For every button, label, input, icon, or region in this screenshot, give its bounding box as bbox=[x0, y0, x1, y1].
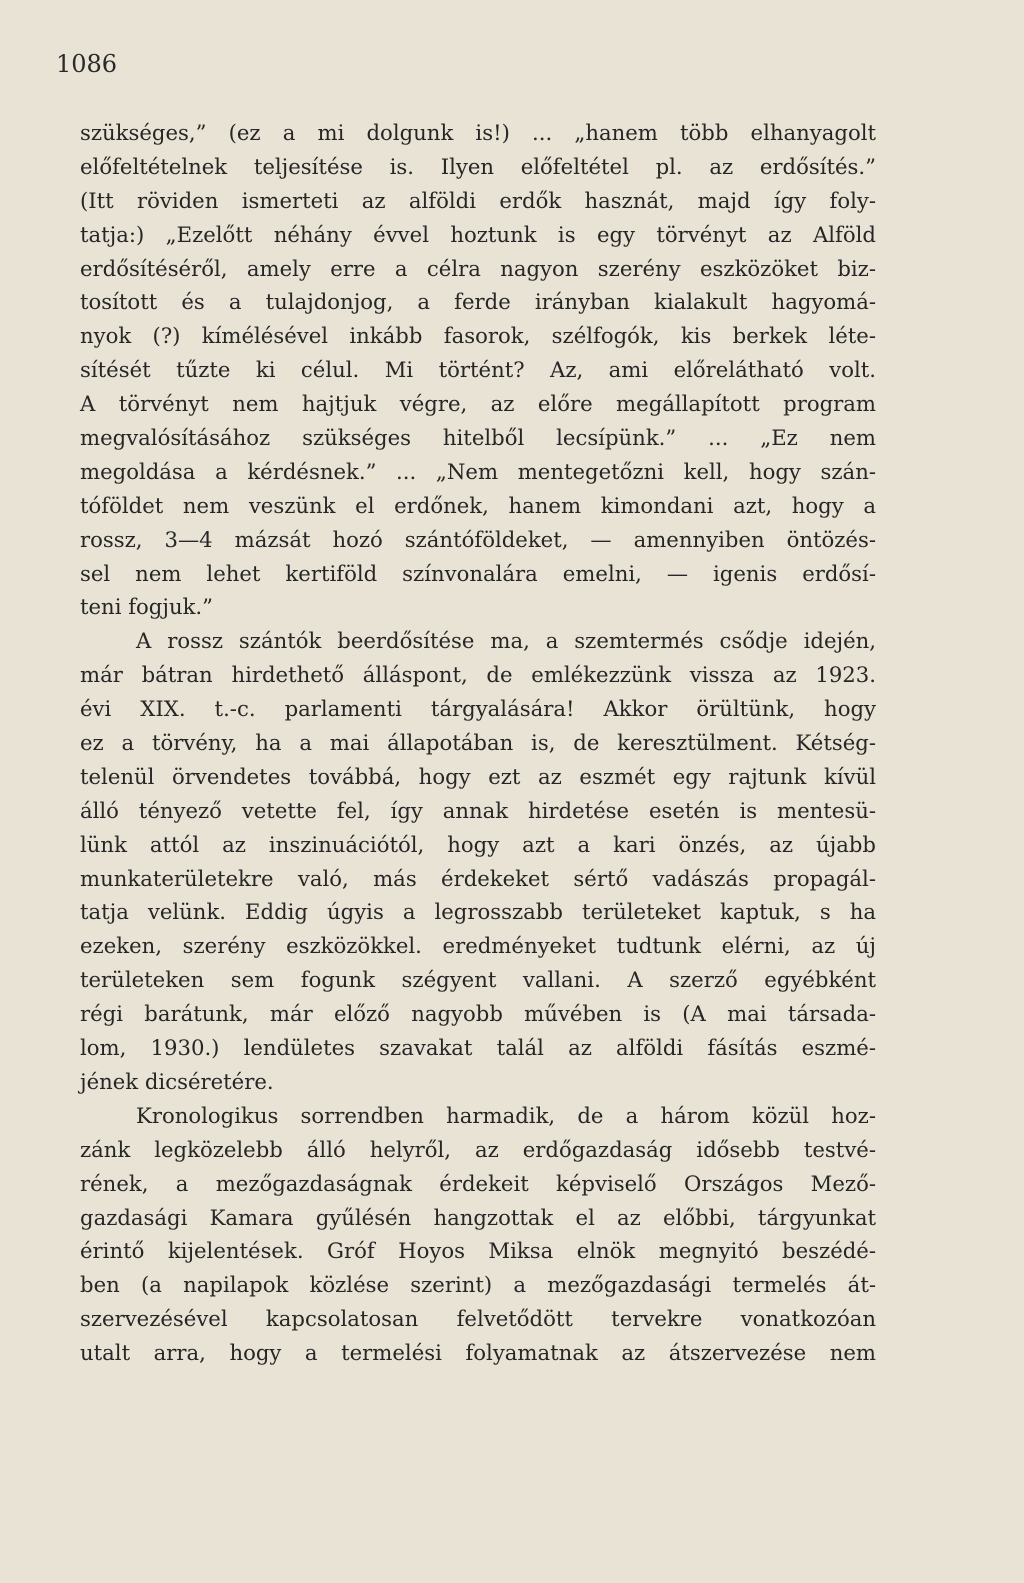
text-line: ben (a napilapok közlése szerint) a mezőgazdasági termelés át- bbox=[80, 1272, 876, 1298]
text-line: rének, a mezőgazdaságnak érdekeit képviselő Országos Mező- bbox=[80, 1170, 876, 1196]
text-line: erdősítéséről, amely erre a célra nagyon szerény eszközöket biz- bbox=[80, 255, 876, 281]
text-line: területeken sem fogunk szégyent vallani. A szerző egyébként bbox=[80, 967, 876, 993]
text-line: zánk legközelebb álló helyről, az erdőgazdaság idősebb testvé- bbox=[80, 1136, 876, 1162]
text-line: tatja velünk. Eddig úgyis a legrosszabb területeket kaptuk, s ha bbox=[80, 899, 876, 925]
text-line: jének dicséretére. bbox=[80, 1068, 274, 1094]
text-line: tóföldet nem veszünk el erdőnek, hanem kimondani azt, hogy a bbox=[80, 492, 876, 518]
text-line: tosított és a tulajdonjog, a ferde irányban kialakult hagyomá- bbox=[80, 289, 876, 315]
text-line: szervezésével kapcsolatosan felvetődött tervekre vonatkozóan bbox=[80, 1306, 876, 1332]
text-line: A rossz szántók beerdősítése ma, a szemtermés csődje idején, bbox=[136, 628, 876, 654]
text-line: telenül örvendetes továbbá, hogy ezt az eszmét egy rajtunk kívül bbox=[80, 763, 876, 789]
text-line: sel nem lehet kertiföld színvonalára emelni, — igenis erdősí- bbox=[80, 560, 876, 586]
text-line: rossz, 3—4 mázsát hozó szántóföldeket, — amennyiben öntözés- bbox=[80, 526, 876, 552]
text-line: munkaterületekre való, más érdekeket sértő vadászás propagál- bbox=[80, 865, 876, 891]
text-line: megoldása a kérdésnek.” ... „Nem mentegetőzni kell, hogy szán- bbox=[80, 458, 876, 484]
text-line: szükséges,” (ez a mi dolgunk is!) ... „hanem több elhanyagolt bbox=[80, 120, 876, 145]
text-line: A törvényt nem hajtjuk végre, az előre megállapított program bbox=[80, 391, 876, 417]
text-line: lünk attól az inszinuációtól, hogy azt a kari önzés, az újabb bbox=[80, 831, 876, 857]
text-line: Kronologikus sorrendben harmadik, de a három közül hoz- bbox=[136, 1102, 876, 1128]
body-text bbox=[80, 116, 876, 1370]
text-line: (Itt röviden ismerteti az alföldi erdők hasznát, majd így foly- bbox=[80, 187, 876, 213]
text-line: érintő kijelentések. Gróf Hoyos Miksa elnök megnyitó beszédé- bbox=[80, 1238, 876, 1264]
text-line: már bátran hirdethető álláspont, de emlékezzünk vissza az 1923. bbox=[80, 662, 876, 688]
text-line: tatja:) „Ezelőtt néhány évvel hoztunk is egy törvényt az Alföld bbox=[80, 221, 876, 247]
text-line: teni fogjuk.” bbox=[80, 594, 213, 620]
text-line: évi XIX. t.-c. parlamenti tárgyalására! Akkor örültünk, hogy bbox=[80, 696, 876, 722]
text-line: megvalósításához szükséges hitelből lecsípünk.” ... „Ez nem bbox=[80, 425, 876, 451]
text-line: lom, 1930.) lendületes szavakat talál az alföldi fásítás eszmé- bbox=[80, 1035, 876, 1061]
text-line: gazdasági Kamara gyűlésén hangzottak el az előbbi, tárgyunkat bbox=[80, 1204, 876, 1230]
text-line: ezeken, szerény eszközökkel. eredményeket tudtunk elérni, az új bbox=[80, 933, 876, 959]
text-line: régi barátunk, már előző nagyobb művében is (A mai társada- bbox=[80, 1001, 876, 1027]
text-line: nyok (?) kímélésével inkább fasorok, szélfogók, kis berkek léte- bbox=[80, 323, 876, 349]
page-number: 1086 bbox=[56, 50, 118, 78]
text-line: előfeltételnek teljesítése is. Ilyen előfeltétel pl. az erdősítés.” bbox=[80, 153, 876, 179]
text-line: ez a törvény, ha a mai állapotában is, de keresztülment. Kétség- bbox=[80, 730, 876, 756]
text-line: sítését tűzte ki célul. Mi történt? Az, ami előrelátható volt. bbox=[80, 357, 876, 383]
text-line: álló tényező vetette fel, így annak hirdetése esetén is mentesü- bbox=[80, 797, 876, 823]
text-line: utalt arra, hogy a termelési folyamatnak az átszervezése nem bbox=[80, 1340, 876, 1366]
